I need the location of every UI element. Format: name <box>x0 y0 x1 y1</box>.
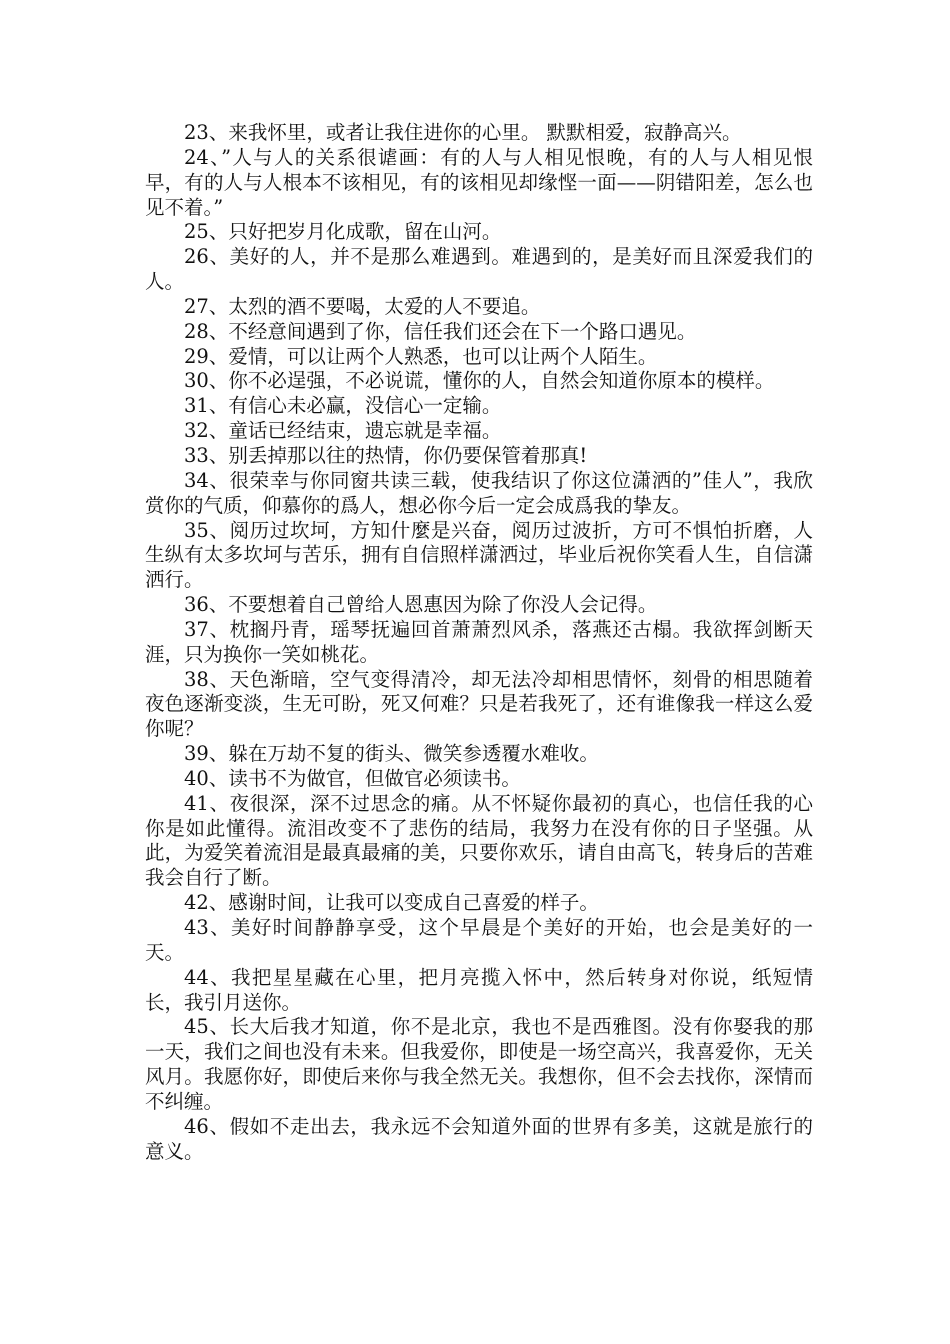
paragraph-37: 37、枕搁丹青，瑶琴抚遍回首萧萧烈风杀，落燕还古榻。我欲挥剑断天涯，只为换你一笑如桃花。 <box>145 617 813 666</box>
paragraph-24: 24、”人与人的关系很谑画：有的人与人相见恨晚，有的人与人相见恨早，有的人与人根本不该相见，有的该相见却缘悭一面——阴错阳差，怎么也见不着。” <box>145 145 813 219</box>
paragraph-28: 28、不经意间遇到了你，信任我们还会在下一个路口遇见。 <box>184 319 697 343</box>
paragraph-46: 46、假如不走出去，我永远不会知道外面的世界有多美，这就是旅行的意义。 <box>145 1114 813 1163</box>
paragraph-41: 41、夜很深，深不过思念的痛。从不怀疑你最初的真心，也信任我的心你是如此懂得。流泪改变不了悲伤的结局，我努力在没有你的日子坚强。从此，为爱笑着流泪是最真最痛的美，只要你欢乐，请自由高飞，转身后的苦难我会自行了断。 <box>145 791 813 890</box>
paragraph-44: 44、我把星星藏在心里，把月亮揽入怀中，然后转身对你说，纸短情长，我引月送你。 <box>145 965 813 1014</box>
paragraph-34: 34、很荣幸与你同窗共读三载，使我结识了你这位潇洒的”佳人”，我欣赏你的气质，仰慕你的爲人，想必你今后一定会成爲我的挚友。 <box>145 468 813 517</box>
paragraph-36: 36、不要想着自己曾给人恩惠因为除了你没人会记得。 <box>184 593 658 617</box>
paragraph-26: 26、美好的人，并不是那么难遇到。难遇到的，是美好而且深爱我们的人。 <box>145 245 813 294</box>
paragraph-35: 35、阅历过坎坷，方知什麼是兴奋，阅历过波折，方可不惧怕折磨，人生纵有太多坎坷与苦乐，拥有自信照样潇洒过，毕业后祝你笑看人生，自信潇洒行。 <box>145 518 813 592</box>
paragraph-23: 23、来我怀里，或者让我住进你的心里。 默默相爱，寂静高兴。 <box>184 121 742 144</box>
paragraph-38: 38、天色渐暗，空气变得清冷，却无法冷却相思情怀，刻骨的相思随着夜色逐渐变淡，生无可盼，死又何难？只是若我死了，还有谁像我一样这么爱你呢？ <box>145 667 813 741</box>
paragraph-43: 43、美好时间静静享受，这个早晨是个美好的开始，也会是美好的一天。 <box>145 916 813 964</box>
paragraph-33: 33、别丢掉那以往的热情，你仍要保管着那真! <box>184 443 588 467</box>
paragraph-42: 42、感谢时间，让我可以变成自己喜爱的样子。 <box>184 891 599 915</box>
paragraph-25: 25、只好把岁月化成歌，留在山河。 <box>184 220 502 244</box>
paragraph-27: 27、太烈的酒不要喝，太爱的人不要追。 <box>184 294 541 318</box>
paragraph-45: 45、长大后我才知道，你不是北京，我也不是西雅图。没有你娶我的那一天，我们之间也没有未来。但我爱你，即使是一场空高兴，我喜爱你，无关风月。我愿你好，即使后来你与我全然无关。我想你，但不会去找你，深情而不纠缠。 <box>145 1015 813 1113</box>
paragraph-32: 32、童话已经结束，遗忘就是幸福。 <box>184 419 502 443</box>
paragraph-30: 30、你不必逞强，不必说谎，懂你的人，自然会知道你原本的模样。 <box>184 369 775 393</box>
paragraph-31: 31、有信心未必赢，没信心一定输。 <box>184 394 502 418</box>
document-body <box>145 121 813 1164</box>
paragraph-40: 40、读书不为做官，但做官必须读书。 <box>184 766 521 790</box>
paragraph-29: 29、爱情，可以让两个人熟悉，也可以让两个人陌生。 <box>184 344 658 368</box>
paragraph-39: 39、躲在万劫不复的街头、微笑参透覆水难收。 <box>184 742 599 766</box>
